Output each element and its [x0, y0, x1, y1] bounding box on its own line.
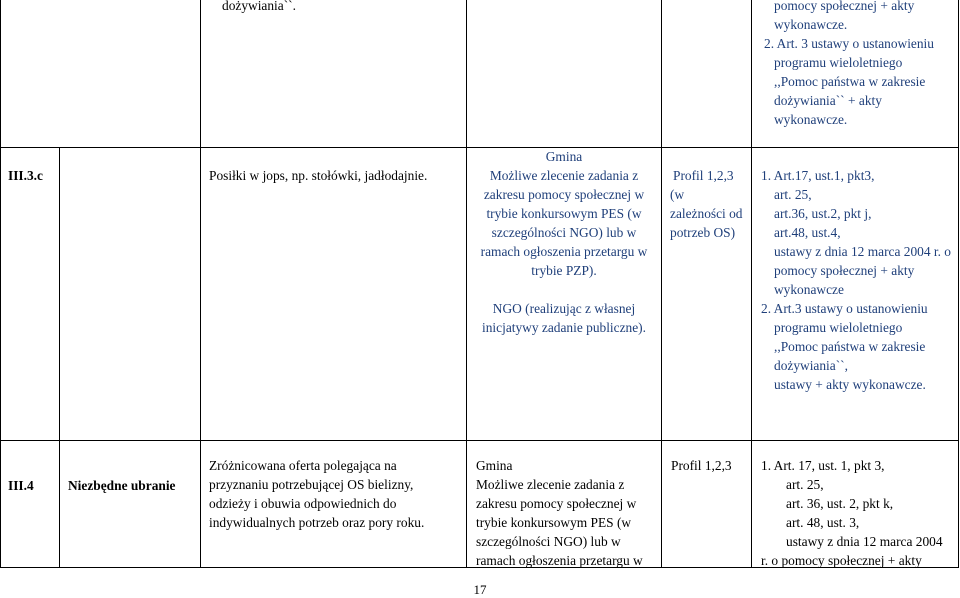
basis-line: art. 25,	[774, 187, 812, 202]
service-name-text: Niezbędne ubranie	[68, 478, 176, 493]
column-divider-2	[200, 0, 201, 568]
profile-text: Profil 1,2,3	[671, 458, 732, 473]
basis-line: art.48, ust.4,	[774, 225, 841, 240]
basis-line: ustawy + akty wykonawcze.	[774, 377, 926, 392]
executor-line: zakresu pomocy społecznej w	[476, 496, 637, 511]
profile-line: Profil 1,2,3	[673, 168, 734, 183]
service-name-text: Posiłki w jops, np. stołówki, jadłodajnie.	[209, 168, 428, 183]
executor-spacer	[467, 280, 661, 299]
profile-line: (w	[670, 187, 685, 202]
basis-line: ustawy z dnia 12 marca 2004	[786, 534, 943, 549]
service-name-3c	[209, 166, 427, 185]
table-border-left	[0, 0, 1, 568]
basis-line: ,,Pomoc państwa w zakresie	[774, 74, 926, 89]
executor-line: NGO (realizując z własnej	[492, 301, 636, 316]
basis-line: ustawy z dnia 12 marca 2004 r. o	[774, 244, 952, 259]
description-line: Zróżnicowana oferta polegająca na	[209, 458, 397, 473]
basis-line: dożywiania`` + akty	[774, 93, 882, 108]
basis-line: 2. Art. 3 ustawy o ustanowieniu	[764, 36, 934, 51]
executor-3c	[467, 147, 661, 337]
executor-line: Gmina	[476, 458, 513, 473]
description-4	[209, 456, 465, 532]
basis-line: programu wieloletniego	[774, 55, 903, 70]
subject-continuation	[222, 0, 296, 15]
executor-line: szczególności NGO) lub w	[491, 225, 637, 240]
page-number-text: 17	[473, 582, 487, 597]
basis-line: dożywiania``,	[774, 358, 848, 373]
legal-basis-4	[761, 456, 957, 570]
basis-line: r. o pomocy społecznej + akty	[761, 553, 922, 568]
executor-line: Gmina	[545, 149, 583, 164]
row-number-text: III.4	[8, 478, 34, 493]
executor-line: inicjatywy zadanie publiczne).	[482, 320, 646, 335]
profile-4	[671, 456, 732, 475]
column-divider-4	[661, 0, 662, 568]
legal-basis-continuation	[764, 0, 954, 129]
executor-line: Możliwe zlecenie zadania z	[489, 168, 639, 183]
basis-line: art. 36, ust. 2, pkt k,	[786, 496, 894, 511]
row-number-text: III.3.c	[8, 168, 43, 183]
executor-line: Możliwe zlecenie zadania z	[476, 477, 625, 492]
basis-line: wykonawcze.	[774, 17, 848, 32]
description-line: indywidualnych potrzeb oraz pory roku.	[209, 515, 425, 530]
basis-line: wykonawcze	[774, 282, 844, 297]
legal-basis-3c	[761, 166, 957, 394]
basis-line: 2. Art.3 ustawy o ustanowieniu	[761, 301, 928, 316]
executor-line: ramach ogłoszenia przetargu w	[480, 244, 648, 259]
executor-line: zakresu pomocy społecznej w	[483, 187, 645, 202]
profile-3c	[670, 166, 750, 242]
column-divider-5	[751, 0, 752, 568]
basis-line: art.36, ust.2, pkt j,	[774, 206, 872, 221]
row-divider-2	[0, 440, 959, 441]
service-name-4	[68, 476, 176, 495]
executor-line: szczególności NGO) lub w	[476, 534, 621, 549]
page-number	[0, 582, 960, 598]
executor-line: trybie PZP).	[531, 263, 597, 278]
basis-line: ,,Pomoc państwa w zakresie	[774, 339, 926, 354]
executor-line: trybie konkursowym PES (w	[486, 206, 642, 221]
description-line: odzieży i obuwia odpowiednich do	[209, 496, 397, 511]
executor-line: ramach ogłoszenia przetargu w	[476, 553, 643, 568]
basis-line: wykonawcze.	[774, 112, 848, 127]
basis-line: 1. Art.17, ust.1, pkt3,	[761, 168, 875, 183]
profile-line: zależności od	[670, 206, 743, 221]
executor-line: trybie konkursowym PES (w	[476, 515, 632, 530]
basis-line: pomocy społecznej + akty	[774, 0, 915, 13]
executor-4	[476, 456, 660, 570]
basis-line: pomocy społecznej + akty	[774, 263, 915, 278]
row-number-4	[8, 476, 34, 495]
description-line: przyznaniu potrzebującej OS bielizny,	[209, 477, 414, 492]
profile-line: potrzeb OS)	[670, 225, 736, 240]
basis-line: programu wieloletniego	[774, 320, 903, 335]
subject-continuation-text: dożywiania``.	[222, 0, 296, 13]
basis-line: 1. Art. 17, ust. 1, pkt 3,	[761, 458, 885, 473]
basis-line: art. 48, ust. 3,	[786, 515, 860, 530]
basis-line: art. 25,	[786, 477, 824, 492]
row-number-3c	[8, 166, 43, 185]
column-divider-1	[59, 148, 60, 568]
table-border-right	[958, 0, 959, 568]
